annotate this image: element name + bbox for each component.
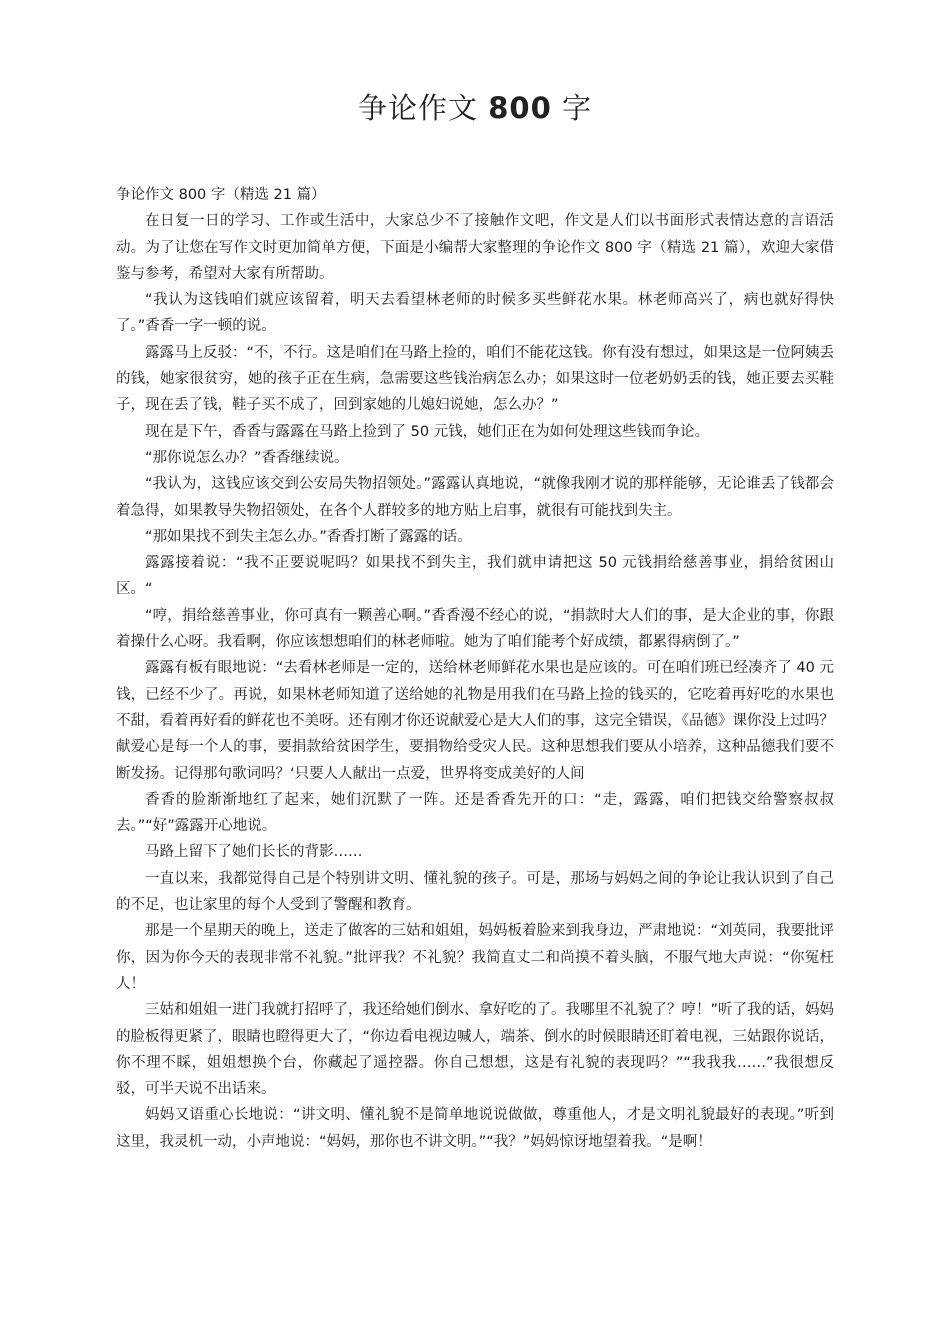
paragraph: “那你说怎么办？”香香继续说。: [145, 449, 349, 466]
paragraph: 露露接着说：“我不正要说呢吗？如果找不到失主，我们就申请把这 50 元钱捐给慈善事业，捐给贫困山区。“: [116, 555, 834, 598]
paragraph: 一直以来，我都觉得自己是个特别讲文明、懂礼貌的孩子。可是，那场与妈妈之间的争论让我认识到了自己的不足，也让家里的每个人受到了警醒和教育。: [116, 870, 834, 914]
document-title: 争论作文 800 字: [358, 91, 592, 125]
paragraph: 马路上留下了她们长长的背影……: [145, 844, 363, 861]
paragraph: “我认为，这钱应该交到公安局失物招领处。”露露认真地说，“就像我刚才说的那样能够，无论谁丢了钱都会着急得，如果教导失物招领处，在各个人群较多的地方贴上启事，就很有可能找到失主。: [116, 476, 834, 519]
paragraph: 三姑和姐姐一进门我就打招呼了，我还给她们倒水、拿好吃的了。我哪里不礼貌了？哼！”听了我的话，妈妈的脸板得更紧了，眼睛也瞪得更大了，“你边看电视边喊人，端茶、倒水的时候眼睛还盯着电视，三姑跟你说话，你不理不睬，姐姐想换个台，你藏起了遥控器。你自己想想，这是有礼貌的表现吗？”“我我我……”我很想反驳，可半天说不出话来。: [116, 1002, 835, 1098]
paragraph: “那如果找不到失主怎么办。”香香打断了露露的话。: [145, 528, 472, 545]
paragraph: 香香的脸渐渐地红了起来，她们沉默了一阵。还是香香先开的口：“走，露露，咱们把钱交给警察叔叔去。”“好”露露开心地说。: [116, 791, 834, 835]
paragraph: “哼，捐给慈善事业，你可真有一颗善心啊。”香香漫不经心的说，“捐款时大人们的事，是大企业的事，你跟着操什么心呀。我看啊，你应该想想咱们的林老师啦。她为了咱们能考个好成绩，都累得病倒了。”: [116, 607, 834, 651]
document-subtitle: 争论作文 800 字（精选 21 篇）: [116, 187, 326, 203]
document-page: [116, 86, 834, 1155]
document-body: [116, 208, 834, 1155]
paragraph: “我认为这钱咱们就应该留着，明天去看望林老师的时候多买些鲜花水果。林老师高兴了，病也就好得快了。”香香一字一顿的说。: [116, 292, 834, 335]
paragraph: 露露马上反驳：“不，不行。这是咱们在马路上捡的，咱们不能花这钱。你有没有想过，如果这是一位阿姨丢的钱，她家很贫穷，她的孩子正在生病，急需要这些钱治病怎么办；如果这时一位老奶奶丢的钱，她正要去买鞋子，现在丢了钱，鞋子买不成了，回到家她的儿媳妇说她，怎么办？”: [116, 344, 835, 414]
paragraph: 现在是下午，香香与露露在马路上捡到了 50 元钱，她们正在为如何处理这些钱而争论。: [145, 423, 710, 440]
paragraph: 妈妈又语重心长地说：“讲文明、懂礼貌不是简单地说说做做，尊重他人，才是文明礼貌最好的表现。”听到这里，我灵机一动，小声地说：“妈妈，那你也不讲文明。”“我？”妈妈惊讶地望着我。“是啊！: [116, 1107, 834, 1150]
paragraph: 在日复一日的学习、工作或生活中，大家总少不了接触作文吧，作文是人们以书面形式表情达意的言语活动。为了让您在写作文时更加简单方便，下面是小编帮大家整理的争论作文 800 字（精选 21 篇），欢迎大家借鉴与参考，希望对大家有所帮助。: [116, 213, 834, 282]
paragraph: 那是一个星期天的晚上，送走了做客的三姑和姐姐，妈妈板着脸来到我身边，严肃地说：“刘英同，我要批评你，因为你今天的表现非常不礼貌。”批评我？不礼貌？我简直丈二和尚摸不着头脑，不服气地大声说：“你冤枉人！: [116, 923, 835, 992]
paragraph: 露露有板有眼地说：“去看林老师是一定的，送给林老师鲜花水果也是应该的。可在咱们班已经凑齐了 40 元钱，已经不少了。再说，如果林老师知道了送给她的礼物是用我们在马路上捡的钱买的，它吃着再好吃的水果也不甜，看着再好看的鲜花也不美呀。还有刚才你还说献爱心是大人们的事，这完全错误，《品德》课你没上过吗？献爱心是每一个人的事，要捐款给贫困学生，要捐物给受灾人民。这种思想我们要从小培养，这种品德我们要不断发扬。记得那句歌词吗？‘只要人人献出一点爱，世界将变成美好的人间: [116, 660, 834, 782]
